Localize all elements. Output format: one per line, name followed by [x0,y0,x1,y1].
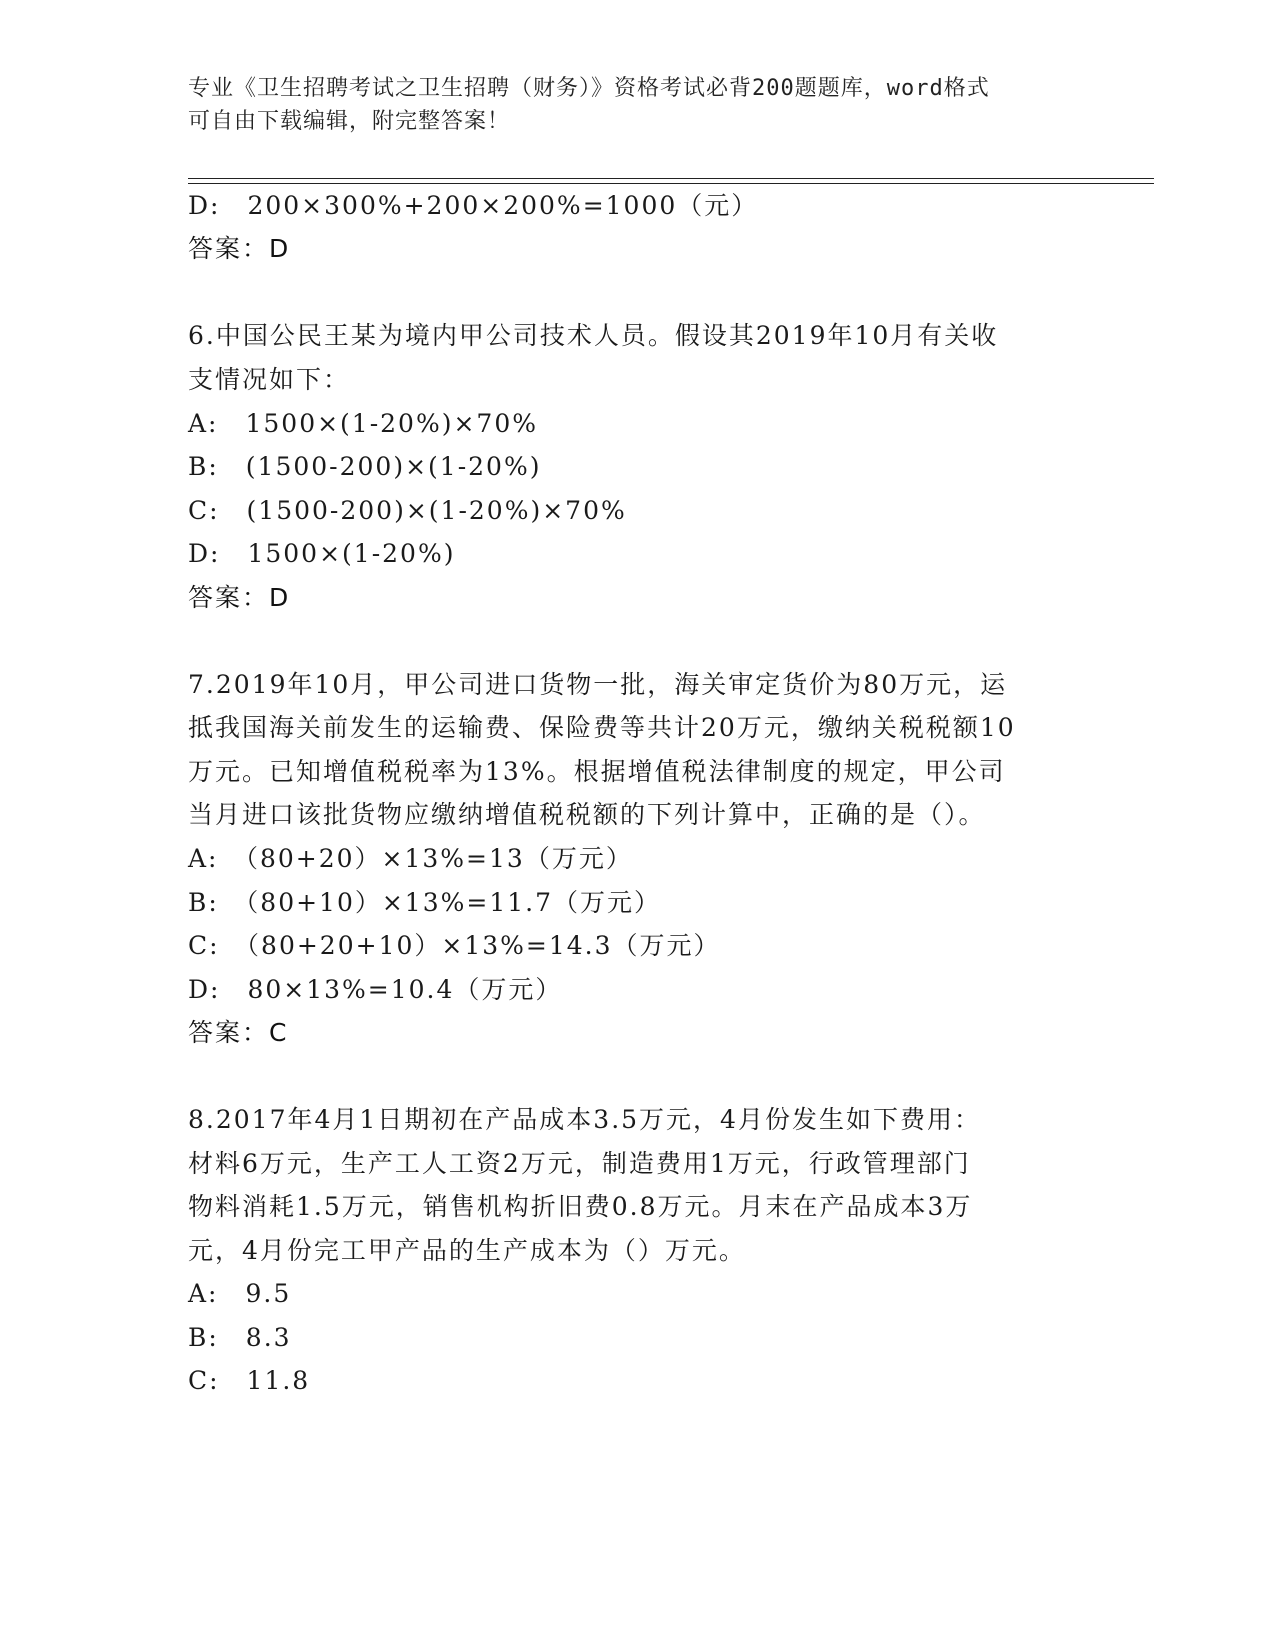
q6-option-a: A: 1500×(1-20%)×70% [188,409,538,438]
q6-answer: 答案：D [188,583,291,612]
q7-stem-line-3: 万元。已知增值税税率为13%。根据增值税法律制度的规定，甲公司 [188,757,1006,786]
q8-option-b: B: 8.3 [188,1323,292,1352]
q6-option-b: B: (1500-200)×(1-20%) [188,452,542,481]
q7-stem-line-1: 7.2019年10月，甲公司进口货物一批，海关审定货价为80万元，运 [188,670,1008,699]
q7-option-d: D: 80×13%=10.4（万元） [188,975,563,1004]
q6-stem-line-2: 支情况如下： [188,365,351,394]
q7-option-c: C: （80+20+10）×13%=14.3（万元） [188,931,721,960]
header-title-line-1: 专业《卫生招聘考试之卫生招聘（财务）》资格考试必背200题题库，word格式 [188,76,990,101]
header-title-line-2: 可自由下载编辑，附完整答案！ [188,109,511,134]
q8-stem-line-4: 元，4月份完工甲产品的生产成本为（）万元。 [188,1236,746,1265]
q8-stem-line-1: 8.2017年4月1日期初在产品成本3.5万元，4月份发生如下费用： [188,1105,981,1134]
header-divider-bottom [188,183,1154,184]
q6-stem-line-1: 6.中国公民王某为境内甲公司技术人员。假设其2019年10月有关收 [188,321,999,350]
q7-stem-line-4: 当月进口该批货物应缴纳增值税税额的下列计算中，正确的是（）。 [188,800,986,829]
q8-option-a: A: 9.5 [188,1279,292,1308]
q7-stem-line-2: 抵我国海关前发生的运输费、保险费等共计20万元，缴纳关税税额10 [188,713,1016,742]
q7-option-a: A: （80+20）×13%=13（万元） [188,844,633,873]
q8-option-c: C: 11.8 [188,1366,311,1395]
q6-option-c: C: (1500-200)×(1-20%)×70% [188,496,627,525]
q5-option-d: D: 200×300%+200×200%=1000（元） [188,191,759,220]
header-divider-top [188,178,1154,179]
q7-answer: 答案：C [188,1018,289,1047]
q8-stem-line-3: 物料消耗1.5万元，销售机构折旧费0.8万元。月末在产品成本3万 [188,1192,973,1221]
document-header [188,72,1068,138]
q5-answer: 答案：D [188,234,291,263]
q7-option-b: B: （80+10）×13%=11.7（万元） [188,888,661,917]
q6-option-d: D: 1500×(1-20%) [188,539,456,568]
q8-stem-line-2: 材料6万元，生产工人工资2万元，制造费用1万元，行政管理部门 [188,1149,971,1178]
